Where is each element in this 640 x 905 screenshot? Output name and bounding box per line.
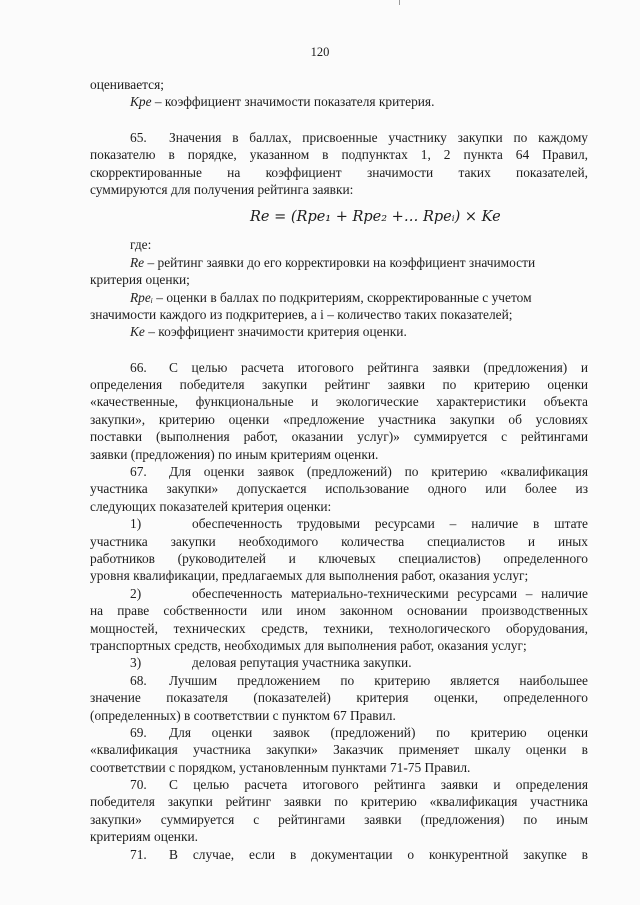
text-line	[90, 164, 588, 181]
scan-mark	[399, 0, 400, 5]
line-text: критерия оценки;	[90, 272, 190, 288]
paragraph-gap	[90, 341, 588, 359]
text-line	[90, 271, 588, 288]
line-text: критериям оценки.	[90, 829, 198, 845]
line-text: Для оценки заявок (предложений) по критерию «квалификация	[169, 464, 588, 480]
text-line	[90, 428, 588, 445]
line-text: на праве собственности или ином законном основании производственных	[90, 603, 588, 619]
line-text: закупки» суммируется с рейтингами заявки (предложения) по иным	[90, 811, 588, 827]
text-line	[90, 480, 588, 497]
text-line	[90, 689, 588, 706]
line-text: С целью расчета итогового рейтинга заявки (предложения) и	[169, 359, 588, 375]
line-text: где:	[130, 237, 152, 253]
rating-formula	[90, 198, 588, 236]
line-text: – коэффициент значимости показателя критерия.	[151, 94, 435, 110]
text-line	[90, 146, 588, 163]
clause-number: 65.	[130, 129, 147, 145]
text-line	[90, 393, 588, 410]
text-line	[90, 236, 588, 253]
text-line	[90, 323, 588, 340]
clause-number: 66.	[130, 359, 147, 375]
text-line	[90, 376, 588, 393]
paragraph-gap	[90, 111, 588, 129]
clause-number: 67.	[130, 464, 147, 480]
line-text: Лучшим предложением по критерию является наибольшее	[169, 672, 588, 688]
line-text: следующих показателей критерия оценки:	[90, 498, 332, 514]
text-line	[90, 654, 588, 671]
document-body	[90, 76, 588, 863]
text-line	[90, 76, 588, 93]
text-line	[90, 776, 588, 793]
text-line	[90, 846, 588, 863]
text-line	[90, 463, 588, 480]
subclause-number: 3)	[130, 655, 142, 671]
text-line	[90, 793, 588, 810]
line-text: обеспеченность материально-техническими ресурсами – наличие	[192, 585, 588, 601]
text-line	[90, 359, 588, 376]
formula-text: Re = (Rpe₁ + Rpe₂ +… Rpeᵢ) × Ke	[250, 209, 501, 226]
text-line	[90, 585, 588, 602]
text-block-2	[90, 236, 588, 863]
line-text: суммируются для получения рейтинга заявки:	[90, 181, 354, 197]
line-text: победителя закупки рейтинг заявки по критерию «квалификация участника	[90, 794, 588, 810]
text-line	[90, 498, 588, 515]
text-line	[90, 515, 588, 532]
term-symbol: Re	[130, 254, 145, 270]
line-text: С целью расчета итогового рейтинга заявки и определения	[169, 777, 588, 793]
text-line	[90, 707, 588, 724]
line-text: скорректированные на коэффициент значимости таких показателей,	[90, 164, 588, 180]
line-text: определения победителя закупки рейтинг заявки по критерию оценки	[90, 377, 588, 393]
line-text: работников (руководителей и ключевых специалистов) определенного	[90, 550, 588, 566]
text-line	[90, 811, 588, 828]
text-line	[90, 93, 588, 110]
line-text: показателю в порядке, указанном в подпунктах 1, 2 пункта 64 Правил,	[90, 147, 588, 163]
text-line	[90, 129, 588, 146]
line-text: «качественные, функциональные и экологические характеристики объекта	[90, 394, 588, 410]
line-text: значимости каждого из подкритериев, а i – количество таких показателей;	[90, 306, 513, 322]
subclause-number: 2)	[130, 585, 142, 601]
line-text: Значения в баллах, присвоенные участнику закупки по каждому	[169, 129, 588, 145]
clause-number: 69.	[130, 724, 147, 740]
text-line	[90, 672, 588, 689]
line-text: уровня квалификации, предлагаемых для выполнения работ, оказания услуг;	[90, 568, 529, 584]
text-line	[90, 533, 588, 550]
text-line	[90, 289, 588, 306]
line-text: соответствии с порядком, установленным пунктами 71-75 Правил.	[90, 759, 471, 775]
line-text: – оценки в баллах по подкритериям, скорректированные с учетом	[152, 289, 532, 305]
text-line	[90, 306, 588, 323]
text-line	[90, 620, 588, 637]
text-line	[90, 446, 588, 463]
text-line	[90, 637, 588, 654]
term-symbol: Rpeᵢ	[130, 289, 153, 305]
text-line	[90, 828, 588, 845]
line-text: закупки», критерию оценки «предложение участника закупки об условиях	[90, 411, 588, 427]
text-line	[90, 567, 588, 584]
line-text: участника закупки необходимого количества специалистов и иных	[90, 533, 588, 549]
text-block-1	[90, 76, 588, 198]
line-text: (определенных) в соответствии с пунктом 67 Правил.	[90, 707, 396, 723]
line-text: деловая репутация участника закупки.	[192, 655, 412, 671]
line-text: заявки (предложения) по иным критериям оценки.	[90, 446, 379, 462]
line-text: значение показателя (показателей) критерия оценки, определенного	[90, 690, 588, 706]
clause-number: 71.	[130, 846, 147, 862]
term-symbol: Кре	[130, 94, 152, 110]
line-text: мощностей, технических средств, техники, технологического оборудования,	[90, 620, 588, 636]
text-line	[90, 254, 588, 271]
text-line	[90, 724, 588, 741]
text-line	[90, 181, 588, 198]
text-line	[90, 759, 588, 776]
clause-number: 70.	[130, 777, 147, 793]
line-text: участника закупки» допускается использование одного или более из	[90, 481, 588, 497]
line-text: – рейтинг заявки до его корректировки на коэффициент значимости	[144, 254, 536, 270]
line-text: транспортных средств, необходимых для выполнения работ, оказания услуг;	[90, 637, 527, 653]
line-text: В случае, если в документации о конкурентной закупке в	[169, 846, 588, 862]
line-text: – коэффициент значимости критерия оценки.	[144, 324, 407, 340]
line-text: «квалификация участника закупки» Заказчик применяет шкалу оценки в	[90, 742, 588, 758]
term-symbol: Ke	[130, 324, 145, 340]
page-number: 120	[310, 45, 330, 59]
line-text: обеспеченность трудовыми ресурсами – наличие в штате	[192, 516, 588, 532]
subclause-number: 1)	[130, 516, 142, 532]
text-line	[90, 411, 588, 428]
text-line	[90, 602, 588, 619]
line-text: поставки (выполнения работ, оказании услуг)» суммируется с рейтингами	[90, 429, 588, 445]
line-text: Для оценки заявок (предложений) по критерию оценки	[169, 724, 588, 740]
clause-number: 68.	[130, 672, 147, 688]
text-line	[90, 550, 588, 567]
text-line	[90, 741, 588, 758]
line-text: оценивается;	[90, 77, 165, 92]
